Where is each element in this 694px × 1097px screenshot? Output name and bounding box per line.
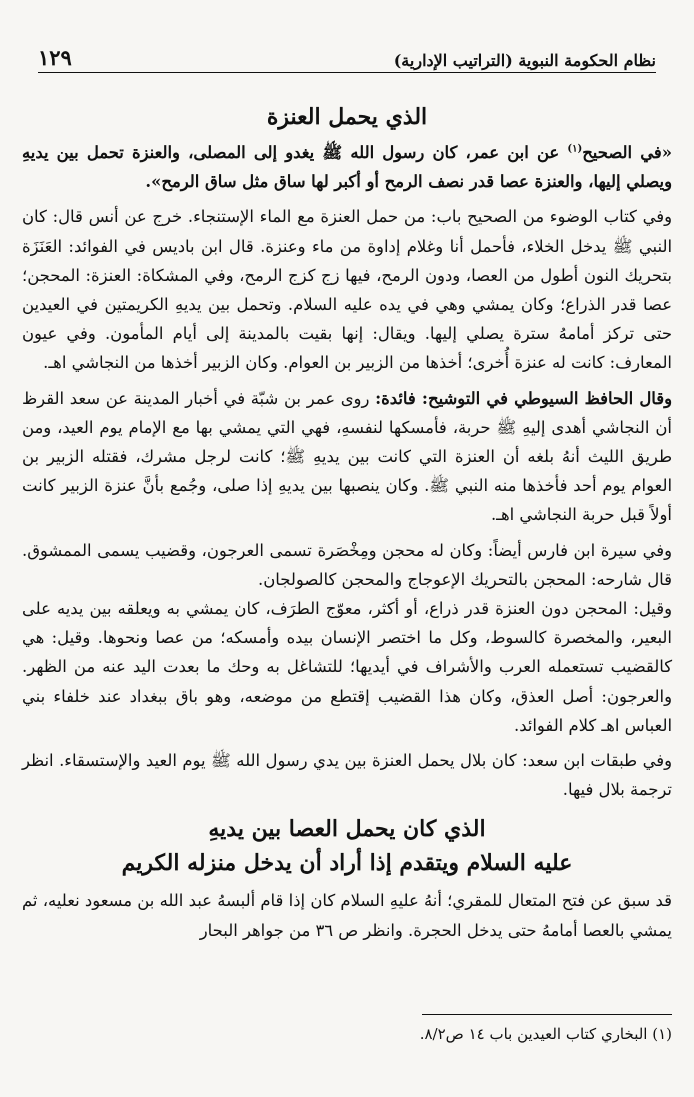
paragraph-ibn-saad: وفي طبقات ابن سعد: كان بلال يحمل العنزة بين يدي رسول الله ﷺ يوم العيد والإستسقاء. انظر ترجمة بلال فيها. (22, 751, 672, 800)
running-title: نظام الحكومة النبوية (التراتيب الإدارية) (393, 51, 656, 70)
footnote-separator (422, 1014, 672, 1015)
paragraph-ibn-faris: وفي سيرة ابن فارس أيضاً: وكان له محجن ومِخْصَرة تسمى العرجون، وقضيب يسمى الممشوق. قال شارحه: المحجن بالتحريك الإعوجاج والمحجن كالصولجان. (22, 540, 672, 589)
paragraph-mihjan: وقيل: المحجن دون العنزة قدر ذراع، أو أكثر، معوّج الطرَف، كان يمشي به ويعلقه بين يديه على البعير، والمخصرة كالسوط، وكل ما اختصر الإنسان بيده وأمسكه؛ من عصا ونحوها. وقيل: هي كالقضيب تستعمله العرب والأشراف في أيديها؛ للتشاغل به وحك ما بعدت اليد عنه من الظهر. والعرجون: أصل العذق، وكان هذا القضيب إقتطع من موضعه، وهو باق ببغداد عند خلفاء بني العباس اهـ كلام الفوائد. (22, 599, 672, 735)
suyuti-lead: وقال الحافظ السيوطي في التوشيح: فائدة: (375, 388, 672, 408)
section-title-asa-line1: الذي كان يحمل العصا بين يديهِ (208, 816, 486, 843)
page-body (22, 100, 672, 945)
quote-lead: «في الصحيح (582, 143, 672, 162)
section-title-asa-line2: عليه السلام ويتقدم إذا أراد أن يدخل منزله الكريم (121, 850, 573, 877)
footnote-marker[interactable]: (١) (567, 143, 583, 155)
section-title-anazah: الذي يحمل العنزة (266, 104, 428, 130)
suyuti-rest: روى عمر بن شبّة في أخبار المدينة عن سعد القرظ أن النجاشي أهدى إليهِ ﷺ حربة، فأمسكها لنفسهِ، فهي التي يمشي بها مع الإمام يوم العيد، ومن طريق الليث أنهُ بلغه أن العنزة التي كانت بين يديهِ ﷺ؛ كانت لرجل مشرك، فقتله الزبير بن العوام يوم أحد فأخذها منه النبي ﷺ. وكان ينصبها بين يديهِ إذا صلى، وجُمع بأنَّ عنزة الزبير كانت أولاً قبل حربة النجاشي اهـ. (22, 388, 672, 525)
paragraph-fath-mutaal: قد سبق عن فتح المتعال للمقري؛ أنهُ عليهِ السلام كان إذا قام ألبسهُ عبد الله بن مسعود نعليه، ثم يمشي بالعصا أمامهُ حتى يدخل الحجرة. وانظر ص ٣٦ من جواهر البحار (22, 891, 672, 940)
paragraph-wudu: وفي كتاب الوضوء من الصحيح باب: من حمل العنزة مع الماء الإستنجاء. خرج عن أنس قال: كان النبي ﷺ يدخل الخلاء، فأحمل أنا وغلام إداوة من ماء وعنزة. قال ابن باديس في الفوائد: العَنَزَة بتحريك النون أطول من العصا، ودون الرمح، فيها زج كزج الرمح، وفي المشكاة: العنزة: المحجن؛ عصا قدر الذراع؛ وكان يمشي وهي في يده عليه السلام. وتحمل بين يديهِ الكريمتين في العيدين حتى تركز أمامهُ سترة يصلي إليها. ويقال: إنها بقيت بالمدينة إلى أيام المأمون. وفي عيون المعارف: كانت له عنزة أُخرى؛ أخذها من الزبير بن العوام. وكان الزبير أخذها من النجاشي اهـ. (22, 207, 672, 373)
footnote: (١) البخاري كتاب العيدين باب ١٤ ص٨/٢. (419, 1025, 672, 1043)
quote-rest: عن ابن عمر، كان رسول الله ﷺ يغدو إلى المصلى، والعنزة تحمل بين يديهِ ويصلي إليها، والعنزة عصا قدر نصف الرمح أو أكبر لها ساق مثل ساق الرمح». (22, 143, 672, 192)
page-number: ١٢٩ (38, 45, 72, 70)
paragraph-sahih-quote (22, 138, 672, 196)
paragraph-suyuti (22, 384, 672, 530)
page-header (38, 40, 656, 73)
